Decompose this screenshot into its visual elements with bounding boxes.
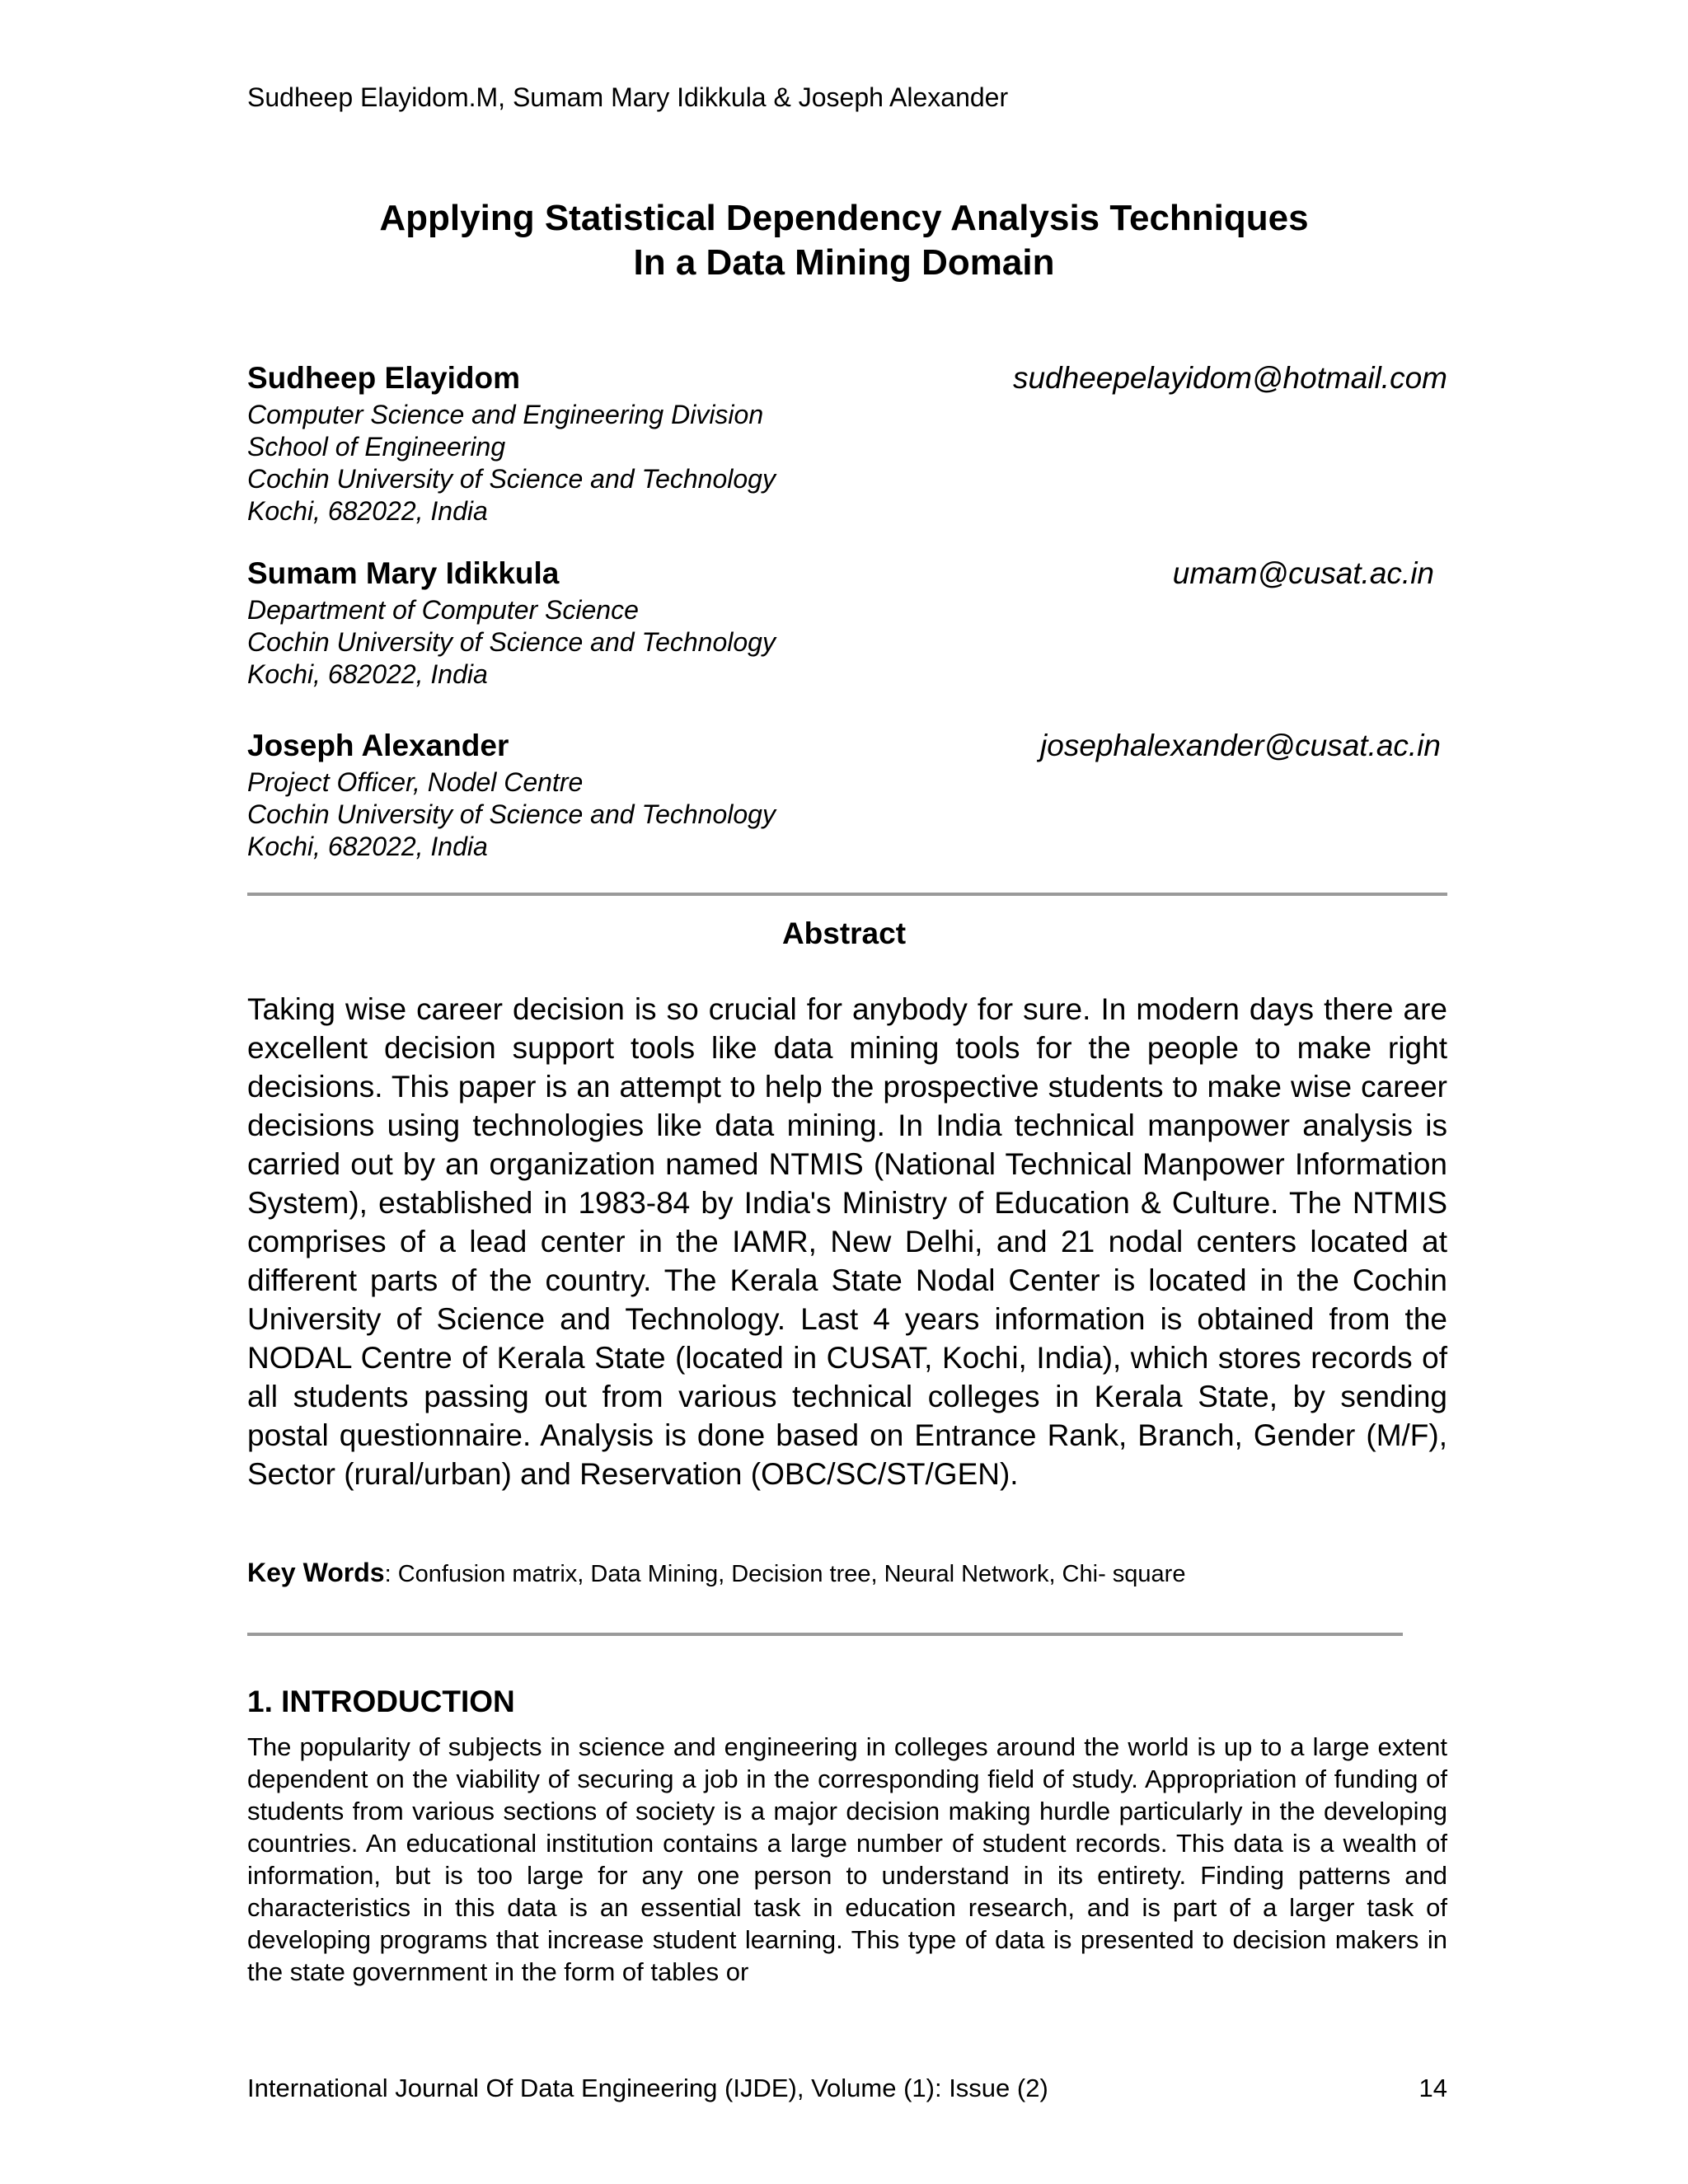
section-heading-introduction: 1. INTRODUCTION <box>247 1685 515 1718</box>
divider-rule <box>247 1633 1403 1636</box>
author-name: Sudheep Elayidom <box>247 361 521 395</box>
running-header: Sudheep Elayidom.M, Sumam Mary Idikkula & Joseph Alexander <box>247 82 1009 112</box>
keywords-label: Key Words <box>247 1558 385 1587</box>
abstract-body: Taking wise career decision is so crucial for anybody for sure. In modern days there are excellent decision support tools like data mining tools for the people to make right decisions. This paper is an attempt to help the prospective students to make wise career decisions using technologies like data mining. In India technical manpower analysis is carried out by an organization named NTMIS (National Technical Manpower Information System), established in 1983-84 by India's Ministry of Education & Culture. The NTMIS comprises of a lead center in the IAMR, New Delhi, and 21 nodal centers located at different parts of the country. The Kerala State Nodal Center is located in the Cochin University of Science and Technology. Last 4 years information is obtained from the NODAL Centre of Kerala State (located in CUSAT, Kochi, India), which stores records of all students passing out from various technical colleges in Kerala State, by sending postal questionnaire. Analysis is done based on Entrance Rank, Branch, Gender (M/F), Sector (rural/urban) and Reservation (OBC/SC/ST/GEN). <box>247 992 1447 1491</box>
page-number: 14 <box>1418 2074 1447 2102</box>
affiliation-line: Cochin University of Science and Technology <box>247 464 776 494</box>
keywords-separator: : <box>384 1561 398 1587</box>
paper-title-line-1: Applying Statistical Dependency Analysis Techniques <box>379 198 1309 238</box>
footer-journal: International Journal Of Data Engineering (IJDE), Volume (1): Issue (2) <box>247 2074 1048 2102</box>
author-email: josephalexander@cusat.ac.in <box>1040 729 1441 762</box>
affiliation-line: Kochi, 682022, India <box>247 659 488 689</box>
paper-title-line-2: In a Data Mining Domain <box>633 242 1055 283</box>
author-block-2 <box>247 553 1447 691</box>
author-block-3 <box>247 725 1447 863</box>
author-name: Joseph Alexander <box>247 729 509 762</box>
keywords <box>247 1556 1447 1591</box>
author-block-1 <box>247 358 1447 527</box>
keywords-text: Confusion matrix, Data Mining, Decision tree, Neural Network, Chi- square <box>397 1561 1186 1587</box>
paper-title <box>0 196 1688 285</box>
page-footer <box>247 2072 1447 2105</box>
author-name: Sumam Mary Idikkula <box>247 556 560 590</box>
affiliation-line: Kochi, 682022, India <box>247 496 488 526</box>
introduction-body: The popularity of subjects in science and engineering in colleges around the world is up to a large extent dependent on the viability of securing a job in the corresponding field of study. Appropriation of funding of students from various sections of society is a major decision making hurdle particularly in the developing countries. An educational institution contains a large number of student records. This data is a wealth of information, but is too large for any one person to understand in its entirety. Finding patterns and characteristics in this data is an essential task in education research, and is part of a larger task of developing programs that increase student learning. This type of data is presented to decision makers in the state government in the form of tables or <box>247 1732 1447 1986</box>
affiliation-line: Cochin University of Science and Technology <box>247 627 776 657</box>
author-email: umam@cusat.ac.in <box>1172 556 1434 590</box>
affiliation-line: Kochi, 682022, India <box>247 832 488 861</box>
affiliation-line: Project Officer, Nodel Centre <box>247 767 584 797</box>
affiliation-line: Computer Science and Engineering Division <box>247 400 764 429</box>
affiliation-line: School of Engineering <box>247 432 506 462</box>
divider-rule <box>247 893 1447 896</box>
affiliation-line: Cochin University of Science and Technology <box>247 799 776 829</box>
affiliation-line: Department of Computer Science <box>247 595 639 625</box>
abstract-heading: Abstract <box>781 916 907 950</box>
author-email: sudheepelayidom@hotmail.com <box>1012 361 1447 395</box>
